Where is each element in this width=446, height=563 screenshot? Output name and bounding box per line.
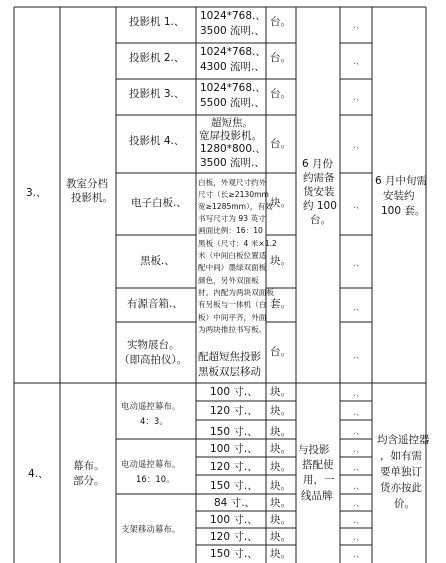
unit-cell: 块。 — [270, 255, 291, 267]
deadline-note: 货亦按此 — [380, 482, 422, 494]
deadline-note: 100 套。 — [381, 205, 426, 217]
deadline-note: ，如有需 — [380, 450, 422, 462]
deadline-note: 要单独订 — [380, 466, 422, 478]
empty-mark: .、 — [353, 427, 365, 437]
item-name: 投影机 3.、 — [129, 88, 185, 100]
spec-text-line: 白板，外观尺寸约外 — [198, 178, 267, 187]
install-note: 6 月份 — [302, 158, 334, 170]
item-spec: 4300 流明.、 — [200, 61, 265, 73]
install-note: 与投影 — [298, 444, 330, 456]
deadline-note: 安装约 — [383, 190, 415, 202]
install-note: 线品牌 — [301, 490, 333, 502]
item-name: 投影机 1.、 — [129, 16, 185, 28]
unit-cell: 台。 — [270, 138, 291, 150]
unit-cell: 块。 — [270, 514, 291, 526]
install-note: 约需备 — [303, 172, 335, 184]
item-spec: 超短焦。 — [211, 117, 253, 129]
item-name: 投影机 4.、 — [129, 135, 185, 147]
empty-mark: .、 — [353, 550, 365, 560]
empty-mark: .、 — [353, 533, 365, 543]
screen-size: 150 寸.、 — [210, 480, 258, 492]
item-spec: 1024*768.、 — [200, 10, 266, 22]
item-name: 实物展台。 — [127, 339, 180, 351]
empty-mark: .、 — [353, 259, 365, 269]
spec-text-line: 颜色，另外双面板 — [198, 276, 259, 285]
empty-mark: .、 — [353, 303, 365, 313]
screen-group-name: 支架移动幕布。 — [121, 524, 181, 534]
category-label: 幕布。 — [73, 460, 105, 472]
spec-text-line: 尺寸（长≥2130mm — [198, 190, 269, 199]
spec-text-line: 配超短焦投影 — [198, 351, 261, 363]
item-spec: 宽屏投影机。 — [199, 130, 262, 142]
empty-mark: .、 — [353, 389, 365, 399]
unit-cell: 台。 — [270, 52, 291, 64]
empty-mark: .、 — [353, 408, 365, 418]
spec-text-line: 为两块推拉书写板。 — [198, 325, 267, 334]
screen-size: 120 寸.、 — [210, 531, 258, 543]
install-note: 台。 — [310, 214, 331, 226]
screen-group-name: 电动遥控幕布。 — [121, 459, 181, 469]
spec-text-line: 宽≥1285mm），有效 — [198, 202, 273, 211]
empty-mark: .、 — [353, 516, 365, 526]
screen-size: 150 寸.、 — [210, 426, 258, 438]
unit-cell: 块。 — [270, 443, 291, 455]
unit-cell: 块。 — [270, 531, 291, 543]
empty-mark: .、 — [353, 93, 365, 103]
deadline-note: 价。 — [394, 498, 415, 510]
item-spec: 1024*768.、 — [200, 46, 266, 58]
empty-mark: .、 — [353, 21, 365, 31]
unit-cell: 块。 — [270, 386, 291, 398]
item-name: 黑板.、 — [140, 255, 175, 267]
item-spec: 1024*768.、 — [200, 82, 266, 94]
screen-size: 100 寸.、 — [210, 386, 258, 398]
unit-cell: 台。 — [270, 16, 291, 28]
spec-text-line: 画面比例：16：10 — [198, 226, 263, 235]
empty-mark: .、 — [353, 499, 365, 509]
spec-text-line: 配中间）墨绿双面板 — [198, 263, 267, 272]
screen-size: 100 寸.、 — [210, 443, 258, 455]
row-number: 4.、 — [28, 468, 49, 480]
category-label: 教室分档 — [66, 178, 108, 190]
item-name: 投影机 2.、 — [129, 52, 185, 64]
spec-text-line: 材。内配为两块双面板 — [198, 288, 274, 297]
unit-cell: 套。 — [270, 298, 291, 310]
category-label: 投影机。 — [71, 192, 113, 204]
item-name: 有源音箱.、 — [127, 298, 183, 310]
spec-text-line: 书写尺寸为 93 英寸 — [198, 214, 266, 223]
item-spec: 3500 流明.、 — [200, 25, 265, 37]
screen-size: 120 寸.、 — [210, 461, 258, 473]
spec-text-line: 有另板与一体机（白 — [198, 300, 267, 309]
unit-cell: 块。 — [270, 197, 291, 209]
unit-cell: 块。 — [270, 497, 291, 509]
unit-cell: 块。 — [270, 461, 291, 473]
item-name: 电子白板.、 — [131, 197, 187, 209]
item-spec: 3500 流明.、 — [200, 157, 265, 169]
screen-group-name: 16：10。 — [136, 474, 175, 484]
install-note: 货安装 — [303, 186, 335, 198]
spec-text-line: 黑板（尺寸：4 米×1.2 — [198, 239, 277, 248]
category-label: 部分。 — [73, 475, 105, 487]
install-note: 约 100 — [303, 200, 337, 212]
install-note: 用，一 — [303, 474, 335, 486]
item-spec: 1280*800.、 — [200, 143, 266, 155]
unit-cell: 台。 — [270, 346, 291, 358]
empty-mark: .、 — [353, 351, 365, 361]
empty-mark: .、 — [353, 445, 365, 455]
screen-group-name: 4：3。 — [140, 416, 168, 426]
spec-text-line: 板）中间平齐，外面 — [198, 313, 267, 322]
deadline-note: 6 月中旬需 — [375, 175, 428, 187]
unit-cell: 块。 — [270, 426, 291, 438]
screen-size: 100 寸.、 — [210, 514, 258, 526]
spec-text-line: 米（中间白板位置适 — [198, 251, 267, 260]
screen-size: 150 寸.、 — [210, 548, 258, 560]
screen-size: 84 寸.、 — [214, 497, 256, 509]
empty-mark: .、 — [353, 141, 365, 151]
empty-mark: .、 — [353, 463, 365, 473]
install-note: 搭配使 — [302, 459, 334, 471]
empty-mark: .、 — [353, 201, 365, 211]
empty-mark: .、 — [353, 57, 365, 67]
item-name: （即高拍仪）。 — [119, 354, 188, 366]
unit-cell: 块。 — [270, 480, 291, 492]
empty-mark: .、 — [353, 482, 365, 492]
item-spec: 5500 流明.、 — [200, 97, 265, 109]
row-number: 3.、 — [26, 187, 47, 199]
unit-cell: 块。 — [270, 548, 291, 560]
unit-cell: 台。 — [270, 88, 291, 100]
screen-size: 120 寸.、 — [210, 405, 258, 417]
screen-group-name: 电动遥控幕布。 — [121, 401, 181, 411]
unit-cell: 块。 — [270, 405, 291, 417]
spec-text-line: 黑板双层移动 — [198, 366, 261, 378]
deadline-note: 均含遥控器 — [377, 434, 430, 446]
